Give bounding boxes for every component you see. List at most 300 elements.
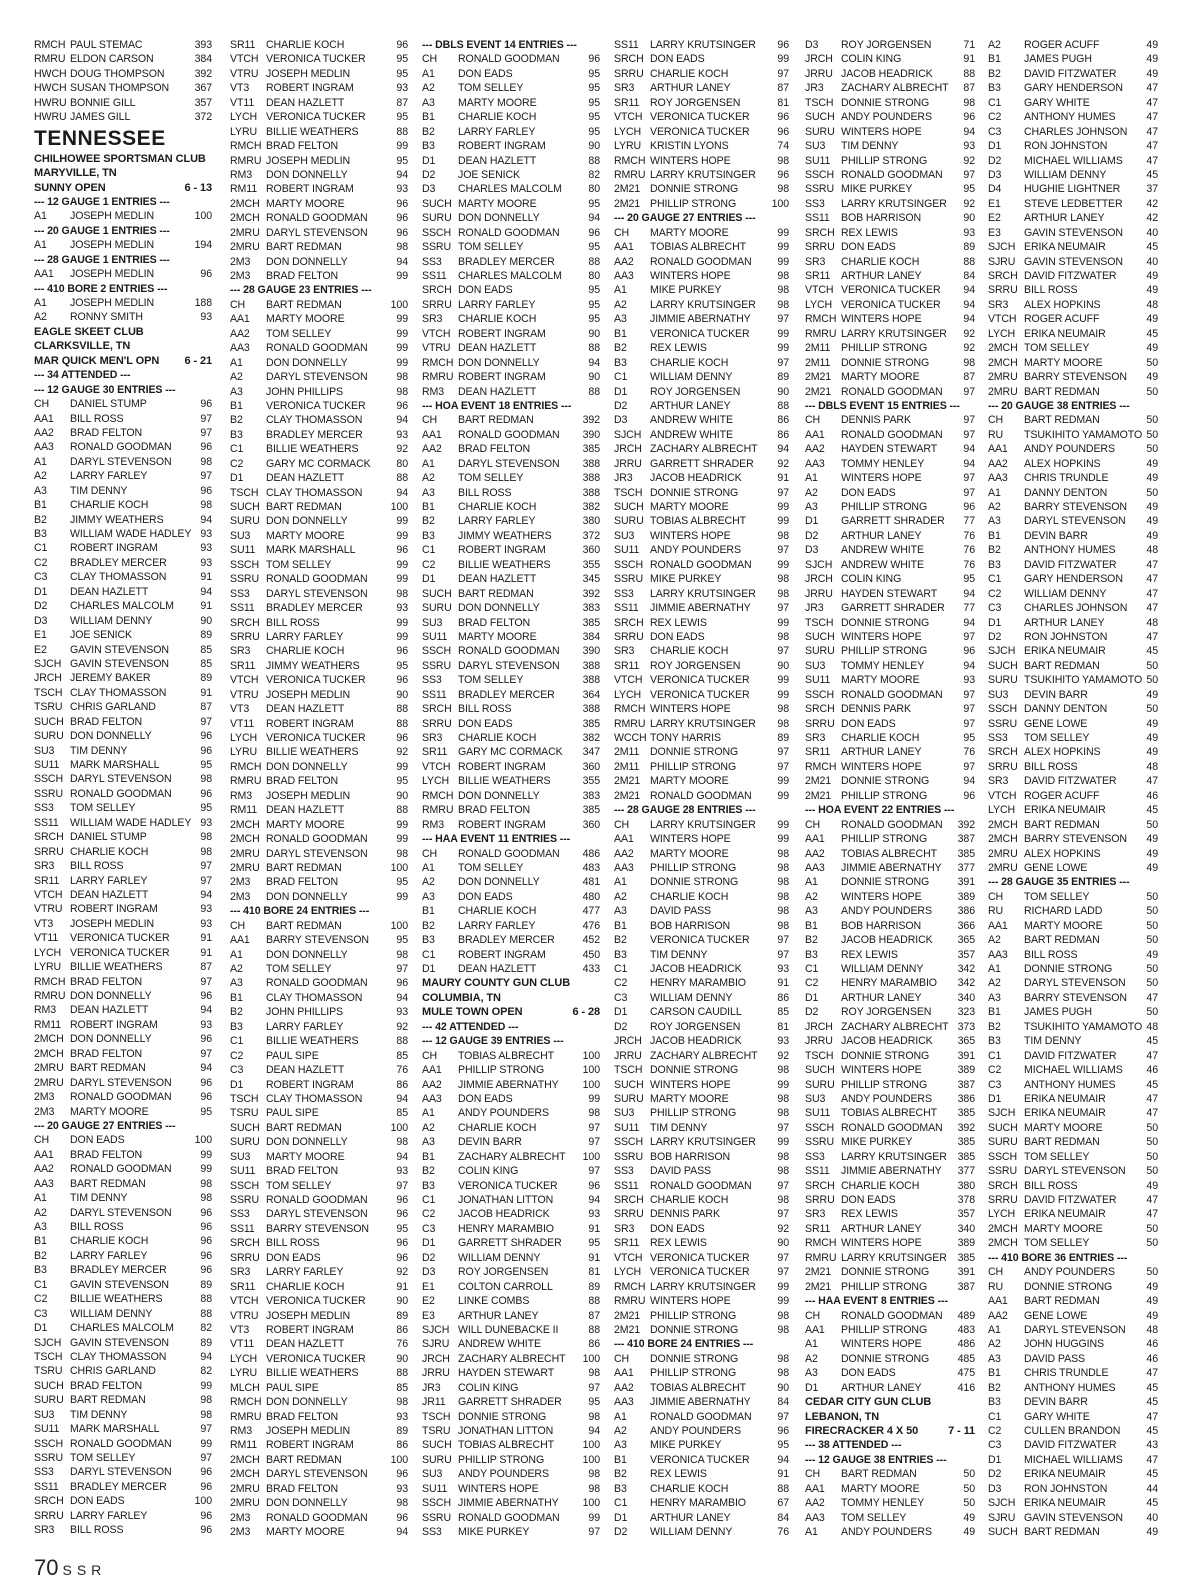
result-row: [988, 1395, 1158, 1409]
shooter-name: REX LEWIS: [650, 1468, 707, 1481]
result-row: [34, 758, 212, 772]
result-row: [230, 1135, 408, 1149]
result-row: [805, 154, 975, 168]
shooter-name: DEAN HAZLETT: [266, 472, 345, 485]
result-row: [614, 919, 789, 933]
class-code: A1: [614, 876, 627, 889]
class-code: RMRU: [230, 154, 262, 167]
result-row: [614, 1207, 789, 1221]
class-code: C2: [422, 558, 436, 571]
result-row: [614, 312, 789, 326]
class-code: A1: [988, 963, 1001, 975]
class-code: SRRU: [34, 845, 64, 858]
class-code: A1: [805, 472, 818, 485]
class-code: SUCH: [34, 715, 64, 728]
class-code: TSCH: [422, 1410, 451, 1423]
score: 95: [588, 96, 600, 109]
result-row: [230, 38, 408, 52]
result-row: [230, 1179, 408, 1193]
score: 90: [588, 140, 600, 153]
score: 49: [1146, 833, 1158, 846]
score: 45: [1146, 327, 1158, 340]
result-row: [230, 385, 408, 399]
shooter-name: RONALD GOODMAN: [70, 1437, 172, 1450]
class-code: SSCH: [988, 1150, 1018, 1163]
score: 90: [396, 789, 408, 802]
shooter-name: VERONICA TUCKER: [650, 688, 750, 701]
shooter-name: MIKE PURKEY: [650, 284, 722, 297]
class-code: AA1: [805, 428, 825, 441]
class-code: SR3: [988, 775, 1009, 788]
class-code: A2: [230, 963, 243, 975]
score: 90: [777, 659, 789, 672]
score: 86: [588, 1338, 600, 1351]
score: 96: [396, 39, 408, 51]
score: 97: [777, 1179, 789, 1192]
result-row: [230, 1251, 408, 1265]
class-code: C2: [988, 1425, 1002, 1437]
score: 96: [200, 744, 212, 757]
result-row: [34, 1307, 212, 1321]
shooter-name: VERONICA TUCKER: [266, 53, 366, 66]
result-row: [230, 991, 408, 1005]
shooter-name: BILLIE WEATHERS: [266, 746, 359, 759]
shooter-name: JOSEPH MEDLIN: [266, 1425, 351, 1437]
score: 98: [588, 1468, 600, 1481]
class-code: SU11: [614, 544, 640, 557]
score: 84: [777, 1511, 789, 1524]
shooter-name: DON DONNELLY: [458, 212, 540, 225]
class-code: VTRU: [422, 342, 451, 355]
shooter-name: CHARLIE KOCH: [458, 905, 537, 918]
result-row: [805, 96, 975, 110]
result-row: [988, 312, 1158, 326]
shooter-name: BRADLEY MERCER: [70, 1480, 167, 1493]
result-row: [34, 1191, 212, 1205]
score: 94: [963, 298, 975, 311]
score: 97: [963, 703, 975, 716]
result-row: [422, 1121, 600, 1135]
class-code: AA3: [805, 861, 825, 874]
class-code: D3: [805, 39, 819, 51]
result-row: [34, 614, 212, 628]
score: 67: [777, 1497, 789, 1510]
result-row: [230, 587, 408, 601]
shooter-name: DONNIE STRONG: [841, 1266, 930, 1279]
class-code: SRCH: [230, 1237, 260, 1250]
result-row: [34, 1278, 212, 1292]
score: 100: [582, 1497, 600, 1510]
shooter-name: RONALD GOODMAN: [266, 212, 368, 225]
result-row: [988, 558, 1158, 572]
score: 94: [396, 1150, 408, 1163]
result-row: [230, 731, 408, 745]
class-code: AA1: [614, 833, 634, 846]
shooter-name: GARY MC CORMACK: [458, 746, 563, 759]
shooter-name: DENNIS PARK: [841, 703, 911, 716]
result-row: [988, 1482, 1158, 1496]
score: 97: [777, 1410, 789, 1423]
club-heading: COLUMBIA, TN: [422, 991, 501, 1004]
shooter-name: BARRY STEVENSON: [1024, 991, 1127, 1004]
class-code: C2: [988, 1064, 1002, 1077]
score: 95: [588, 111, 600, 124]
class-code: AA1: [614, 1367, 634, 1380]
score: 94: [963, 587, 975, 600]
score: 93: [396, 183, 408, 196]
score: 357: [957, 1208, 975, 1221]
shooter-name: DON DONNELLY: [266, 948, 348, 961]
score: 98: [777, 1194, 789, 1206]
class-code: B3: [614, 948, 627, 961]
shooter-name: CHARLIE KOCH: [70, 499, 149, 512]
score: 99: [396, 515, 408, 528]
class-code: B1: [422, 1150, 435, 1163]
shooter-name: RON JOHNSTON: [1024, 1482, 1108, 1495]
class-code: AA1: [230, 313, 250, 326]
class-code: TSCH: [34, 1350, 63, 1363]
result-row: [34, 830, 212, 844]
class-code: B2: [614, 342, 627, 355]
result-row: [988, 168, 1158, 182]
class-code: SUCH: [988, 1526, 1018, 1539]
class-code: SR3: [614, 645, 635, 658]
shooter-name: MARTY MOORE: [841, 371, 920, 384]
score: 49: [1146, 53, 1158, 66]
shooter-name: DAVID PASS: [650, 905, 712, 918]
class-code: D2: [805, 529, 819, 542]
result-row: [614, 514, 789, 528]
score: 98: [777, 529, 789, 542]
class-code: D1: [988, 616, 1002, 629]
result-row: [614, 168, 789, 182]
score: 49: [963, 1526, 975, 1539]
score: 98: [396, 385, 408, 398]
result-row: [34, 1263, 212, 1277]
score: 97: [777, 1208, 789, 1221]
score: 97: [200, 860, 212, 873]
score: 99: [777, 1136, 789, 1149]
result-row: [614, 399, 789, 413]
score: 93: [396, 1165, 408, 1178]
result-row: [422, 1179, 600, 1193]
result-row: [230, 182, 408, 196]
score: 97: [963, 688, 975, 701]
score: 97: [200, 1047, 212, 1060]
score: 98: [777, 587, 789, 600]
shooter-name: BART REDMAN: [1024, 1295, 1100, 1308]
score: 93: [200, 903, 212, 916]
shooter-name: MIKE PURKEY: [650, 573, 722, 586]
class-code: D1: [988, 140, 1002, 153]
shooter-name: ARTHUR LANEY: [650, 399, 731, 412]
result-row: [614, 1222, 789, 1236]
score: 98: [777, 284, 789, 297]
score: 48: [1146, 544, 1158, 557]
shooter-name: TIM DENNY: [1024, 1035, 1082, 1048]
result-row: [422, 760, 600, 774]
shooter-name: VERONICA TUCKER: [650, 1266, 750, 1279]
class-code: 2MRU: [34, 1076, 64, 1089]
shooter-name: DARYL STEVENSON: [70, 773, 172, 786]
result-row: [988, 1222, 1158, 1236]
class-code: RMRU: [34, 53, 66, 66]
result-row: [422, 356, 600, 370]
score: 99: [396, 833, 408, 846]
shooter-name: DEAN HAZLETT: [70, 1004, 149, 1017]
score: 100: [582, 1078, 600, 1091]
class-code: 2MCH: [34, 1047, 64, 1060]
class-code: SR3: [988, 298, 1009, 311]
result-row: [422, 1207, 600, 1221]
shooter-name: CHARLIE KOCH: [458, 313, 537, 326]
score: 88: [396, 1367, 408, 1380]
class-code: CH: [614, 818, 630, 831]
score: 385: [582, 616, 600, 629]
score: 50: [1146, 385, 1158, 398]
shooter-name: ERIKA NEUMAIR: [1024, 327, 1106, 340]
class-code: SR11: [230, 39, 256, 51]
class-code: CH: [805, 1309, 821, 1322]
result-row: [614, 38, 789, 52]
class-code: LYCH: [988, 804, 1016, 817]
score: 100: [390, 1121, 408, 1134]
score: 96: [200, 441, 212, 454]
score: 94: [963, 659, 975, 672]
class-code: D2: [614, 399, 628, 412]
shooter-name: ZACHARY ALBRECHT: [841, 1020, 949, 1033]
class-code: AA2: [614, 847, 634, 860]
shooter-name: RONALD GOODMAN: [650, 789, 752, 802]
shooter-name: MARTY MOORE: [1024, 919, 1103, 932]
result-row: [988, 1020, 1158, 1034]
class-code: RM11: [230, 1439, 258, 1452]
score: 85: [200, 657, 212, 670]
score: 98: [777, 1165, 789, 1178]
result-row: [805, 125, 975, 139]
result-row: [614, 457, 789, 471]
shooter-name: HENRY MARAMBIO: [650, 1497, 746, 1510]
score: 373: [957, 1020, 975, 1033]
event-date: 6 - 21: [184, 354, 212, 367]
result-row: [34, 787, 212, 801]
result-row: [988, 1525, 1158, 1539]
score: 85: [396, 1107, 408, 1120]
class-code: SR11: [614, 96, 640, 109]
class-code: A3: [422, 486, 435, 499]
score: 372: [582, 529, 600, 542]
class-code: TSCH: [805, 1049, 834, 1062]
score: 86: [396, 1078, 408, 1091]
result-row: [805, 312, 975, 326]
class-code: B1: [614, 919, 627, 932]
score: 86: [396, 1439, 408, 1452]
class-code: AA3: [988, 948, 1008, 961]
class-code: SR11: [230, 659, 256, 672]
score: 94: [200, 585, 212, 598]
result-row: [805, 1467, 975, 1481]
result-row: [422, 1467, 600, 1481]
result-row: [422, 269, 600, 283]
score: 49: [1146, 948, 1158, 961]
class-code: SR3: [805, 732, 826, 744]
result-row: [614, 1453, 789, 1467]
score: 385: [957, 1251, 975, 1264]
shooter-name: BILL ROSS: [458, 703, 512, 716]
class-code: SU11: [422, 630, 448, 643]
result-row: [614, 948, 789, 962]
shooter-name: BOB HARRISON: [841, 919, 922, 932]
score: 97: [396, 963, 408, 975]
class-code: TSRU: [34, 701, 63, 714]
shooter-name: MIKE PURKEY: [458, 1526, 530, 1539]
score: 40: [1146, 255, 1158, 268]
shooter-name: BRAD FELTON: [70, 426, 143, 439]
class-code: B1: [422, 501, 435, 513]
result-row: [34, 52, 212, 66]
result-row: [805, 269, 975, 283]
shooter-name: VERONICA TUCKER: [266, 674, 366, 687]
result-row: [988, 731, 1158, 745]
class-code: RMCH: [230, 140, 262, 153]
score: 97: [963, 472, 975, 485]
class-code: B2: [34, 1249, 47, 1262]
shooter-name: JOE SENICK: [458, 168, 520, 181]
class-code: 2MCH: [988, 833, 1018, 846]
shooter-name: ROBERT INGRAM: [70, 903, 158, 916]
class-code: SJCH: [988, 1497, 1016, 1510]
score: 47: [1146, 630, 1158, 643]
shooter-name: JOE SENICK: [70, 629, 132, 642]
shooter-name: COLIN KING: [458, 1381, 519, 1394]
class-code: B2: [614, 934, 627, 947]
class-code: TSCH: [230, 486, 259, 499]
class-code: B2: [988, 1020, 1001, 1033]
score: 95: [396, 775, 408, 788]
shooter-name: GAVIN STEVENSON: [70, 643, 169, 656]
score: 93: [777, 1035, 789, 1048]
shooter-name: TOBIAS ALBRECHT: [458, 1439, 555, 1452]
shooter-name: JOSEPH MEDLIN: [266, 154, 351, 167]
result-row: [230, 500, 408, 514]
result-row: [614, 1294, 789, 1308]
shooter-name: RONALD GOODMAN: [650, 558, 752, 571]
class-code: B1: [988, 53, 1001, 66]
result-row: [614, 1049, 789, 1063]
shooter-name: CLAY THOMASSON: [266, 414, 363, 427]
class-code: A2: [34, 1206, 47, 1219]
shooter-name: BILL ROSS: [1024, 948, 1078, 961]
result-row: [988, 110, 1158, 124]
result-row: [34, 1018, 212, 1032]
result-row: [34, 946, 212, 960]
shooter-name: ANDY POUNDERS: [458, 1468, 549, 1481]
class-code: 2MRU: [230, 241, 260, 254]
shooter-name: TOM SELLEY: [458, 241, 524, 254]
score: 95: [588, 197, 600, 210]
class-code: SS11: [805, 212, 830, 225]
shooter-name: GAVIN STEVENSON: [70, 1278, 169, 1291]
result-row: [34, 1177, 212, 1191]
shooter-name: JOSEPH MEDLIN: [70, 917, 155, 930]
result-row: [614, 1135, 789, 1149]
class-code: SS3: [422, 674, 442, 687]
result-row: [422, 1525, 600, 1539]
shooter-name: ROBERT INGRAM: [458, 140, 546, 153]
class-code: 2M21: [805, 371, 832, 384]
class-code: B3: [422, 934, 435, 947]
result-row: [614, 1467, 789, 1481]
score: 97: [200, 1452, 212, 1464]
shooter-name: BILLIE WEATHERS: [266, 1367, 359, 1380]
result-row: [805, 688, 975, 702]
shooter-name: ROBERT INGRAM: [458, 327, 546, 340]
result-row: [988, 818, 1158, 832]
result-row: [230, 471, 408, 485]
results-column-2: [230, 38, 408, 1540]
score: 97: [963, 760, 975, 773]
result-row: [988, 933, 1158, 947]
result-row: [422, 1366, 600, 1380]
class-code: MLCH: [230, 1381, 260, 1394]
shooter-name: WILLIAM DENNY: [650, 371, 733, 384]
score: 46: [1146, 1338, 1158, 1351]
result-row: [988, 1381, 1158, 1395]
result-row: [614, 1410, 789, 1424]
score: 48: [1146, 298, 1158, 311]
class-code: LYCH: [422, 775, 450, 788]
result-row: [614, 1511, 789, 1525]
class-code: SS11: [422, 688, 447, 701]
score: 50: [1146, 1006, 1158, 1019]
score: 96: [396, 399, 408, 412]
score: 99: [777, 616, 789, 629]
shooter-name: DONNIE STRONG: [650, 1064, 739, 1077]
class-code: SS3: [614, 587, 634, 600]
shooter-name: CHARLES MALCOLM: [458, 183, 562, 196]
shooter-name: BART REDMAN: [266, 919, 342, 932]
score: 99: [777, 226, 789, 239]
shooter-name: LARRY KRUTSINGER: [841, 197, 947, 210]
shooter-name: DAVID FITZWATER: [1024, 1439, 1117, 1452]
score: 50: [963, 1482, 975, 1495]
shooter-name: DON EADS: [841, 717, 896, 730]
shooter-name: JOHN PHILLIPS: [266, 385, 343, 398]
class-code: VTRU: [230, 688, 259, 701]
shooter-name: JIMMIE ABERNATHY: [458, 1497, 559, 1510]
class-code: AA2: [988, 457, 1008, 470]
score: 95: [200, 1105, 212, 1118]
section-header: --- 20 GAUGE 27 ENTRIES ---: [34, 1119, 176, 1132]
score: 98: [777, 154, 789, 167]
score: 95: [588, 313, 600, 326]
shooter-name: CHARLES MALCOLM: [458, 270, 562, 282]
score: 46: [1146, 1352, 1158, 1365]
score: 99: [396, 356, 408, 369]
score: 382: [582, 732, 600, 744]
shooter-name: JACOB HEADRICK: [650, 472, 742, 485]
class-code: SR11: [230, 1280, 256, 1293]
class-code: 2MCH: [230, 818, 260, 831]
result-row: [805, 731, 975, 745]
class-code: SU3: [230, 529, 251, 542]
score: 347: [582, 746, 600, 759]
score: 475: [957, 1367, 975, 1380]
shooter-name: TIM DENNY: [70, 744, 128, 757]
shooter-name: PHILLIP STRONG: [841, 645, 928, 658]
score: 98: [588, 1482, 600, 1495]
class-code: A2: [614, 890, 627, 903]
